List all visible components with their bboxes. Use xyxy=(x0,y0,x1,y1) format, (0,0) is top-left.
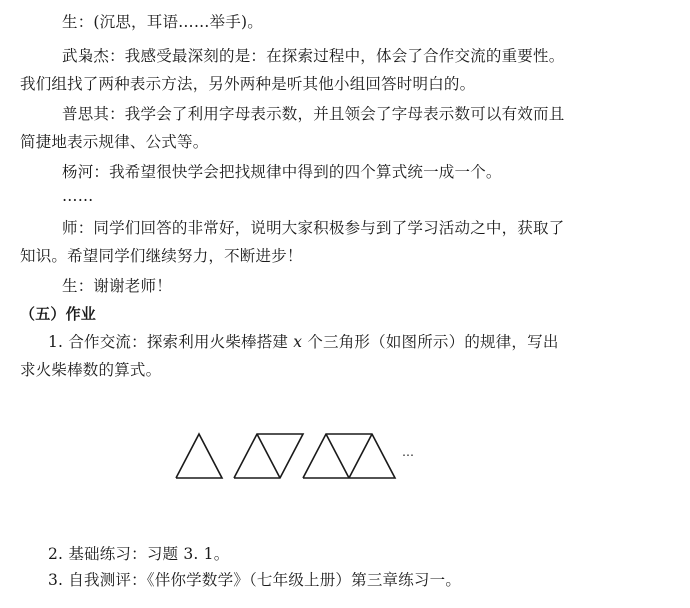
homework-item-1-line2: 求火柴棒数的算式。 xyxy=(20,361,162,379)
homework-item-1-prefix: 1. 合作交流：探索利用火柴棒搭建 xyxy=(48,333,294,351)
dialogue-yang-he: 杨河：我希望很快学会把找规律中得到的四个算式统一成一个。 xyxy=(62,163,502,181)
triangle-figure-2-inner xyxy=(257,434,280,478)
section-heading-homework: （五）作业 xyxy=(20,305,97,323)
dialogue-ellipsis: …… xyxy=(62,187,94,205)
triangle-figure-3-inner-a xyxy=(326,434,349,478)
triangle-figure-3-inner-b xyxy=(349,434,372,478)
dialogue-pu-siqi-line2: 简捷地表示规律、公式等。 xyxy=(20,133,209,151)
figure-ellipsis: … xyxy=(402,445,414,459)
homework-item-1-line1 xyxy=(48,332,559,352)
dialogue-teacher-line1: 师：同学们回答的非常好，说明大家积极参与到了学习活动之中，获取了 xyxy=(62,219,565,237)
dialogue-student-thanks: 生：谢谢老师！ xyxy=(62,277,172,295)
homework-item-3: 3. 自我测评：《伴你学数学》（七年级上册）第三章练习一。 xyxy=(48,571,462,589)
homework-item-1-suffix: 个三角形（如图所示）的规律，写出 xyxy=(302,333,559,351)
triangle-figure-3 xyxy=(303,434,395,478)
matchstick-triangles-figure xyxy=(168,428,428,486)
dialogue-teacher-line2: 知识。希望同学们继续努力，不断进步！ xyxy=(20,247,303,265)
dialogue-wu-xiaojie-line1: 武枭杰：我感受最深刻的是：在探索过程中，体会了合作交流的重要性。 xyxy=(62,47,565,65)
triangle-figure-1 xyxy=(176,434,222,478)
dialogue-wu-xiaojie-line2: 我们组找了两种表示方法，另外两种是听其他小组回答时明白的。 xyxy=(20,75,476,93)
variable-x: x xyxy=(293,333,303,351)
matchstick-triangles-svg xyxy=(168,428,428,486)
dialogue-pu-siqi-line1: 普思其：我学会了利用字母表示数，并且领会了字母表示数可以有效而且 xyxy=(62,105,565,123)
homework-item-2: 2. 基础练习：习题 3. 1。 xyxy=(48,545,230,563)
dialogue-student-thinking: 生：(沉思，耳语……举手)。 xyxy=(62,13,263,31)
